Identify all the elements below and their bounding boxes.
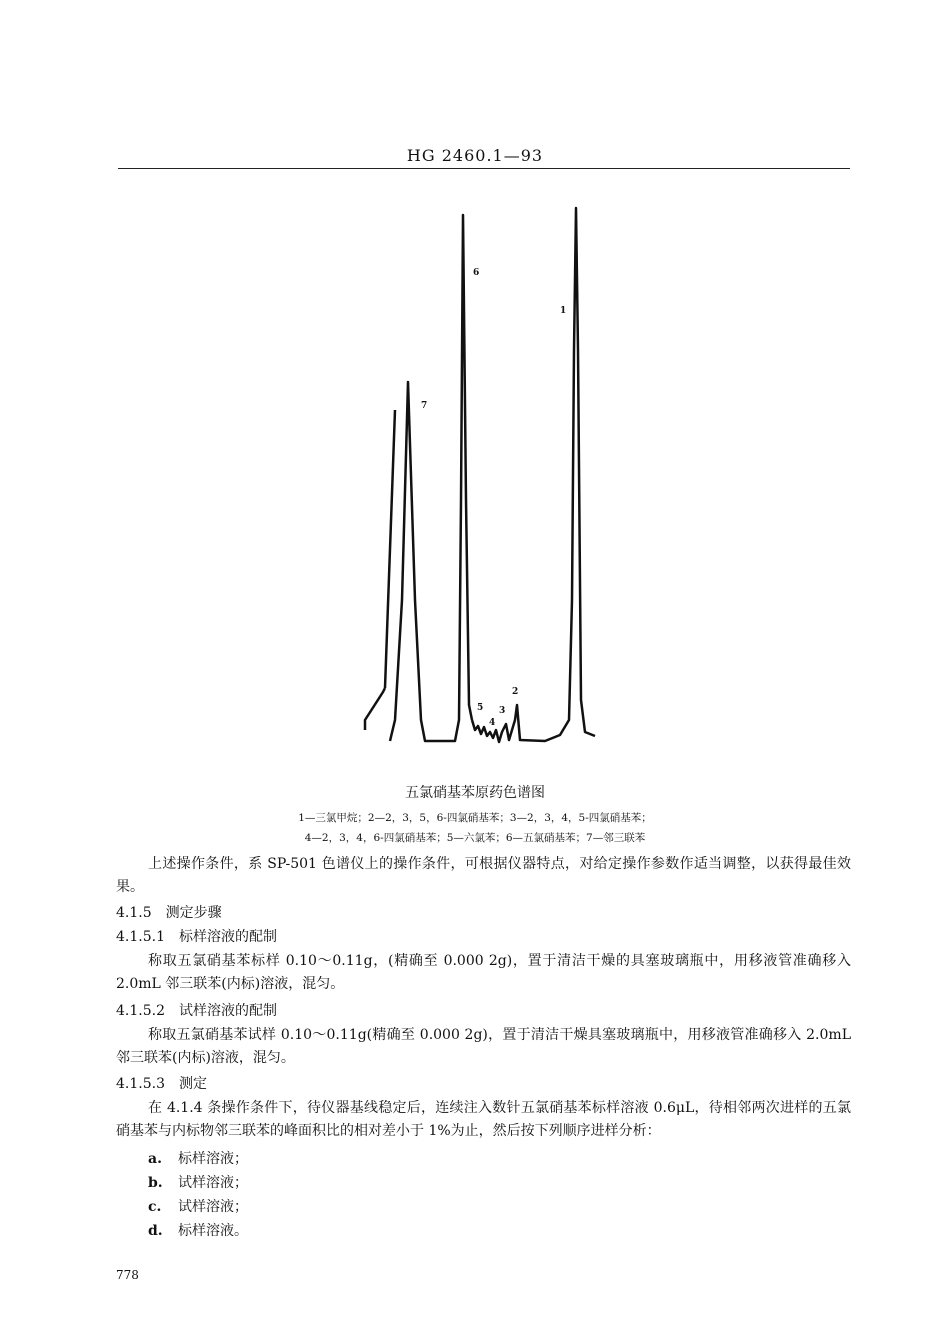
paragraph-4-1-5-1: 称取五氯硝基苯标样 0.10～0.11g，(精确至 0.000 2g)，置于清洁干燥的具塞玻璃瓶中，用移液管准确移入 2.0mL 邻三联苯(内标)溶液，混匀。: [116, 953, 851, 992]
note-paragraph: 上述操作条件，系 SP-501 色谱仪上的操作条件，可根据仪器特点，对给定操作参数作适当调整，以获得最佳效果。: [116, 856, 851, 895]
standard-code-header: HG 2460.1—93: [406, 146, 544, 165]
sequence-item: [148, 1148, 248, 1168]
sequence-item: [148, 1220, 248, 1240]
figure-legend-line-1: 1—三氯甲烷；2—2，3，5，6-四氯硝基苯；3—2，3，4，5-四氯硝基苯；: [298, 812, 652, 824]
peak-label-2: 2: [512, 687, 519, 697]
peak-label-7: 7: [421, 401, 428, 411]
minor-peaks-trace: [472, 208, 595, 742]
section-heading-4-1-5-1: 4.1.5.1 标样溶液的配制: [116, 929, 277, 945]
peak-7-trace: [390, 215, 472, 741]
sequence-text: 试样溶液；: [178, 1199, 248, 1215]
chromatogram-figure: [355, 200, 605, 750]
peak-label-6: 6: [473, 268, 480, 278]
section-heading-4-1-5-2: 4.1.5.2 试样溶液的配制: [116, 1003, 277, 1019]
sequence-item: [148, 1172, 248, 1192]
peak-label-1: 1: [560, 306, 567, 316]
sequence-mark: a.: [148, 1151, 162, 1167]
sequence-text: 标样溶液；: [178, 1151, 248, 1167]
sequence-text: 标样溶液。: [178, 1223, 248, 1239]
section-heading-4-1-5: 4.1.5 测定步骤: [116, 905, 222, 921]
sequence-item: [148, 1196, 248, 1216]
chromatogram-initial-tail: [365, 688, 385, 730]
page-number: 778: [116, 1268, 139, 1282]
chromatogram-initial-rise: [385, 410, 395, 688]
header-rule: [118, 168, 850, 169]
peak-label-5: 5: [477, 703, 484, 713]
paragraph-4-1-5-2: 称取五氯硝基苯试样 0.10～0.11g(精确至 0.000 2g)，置于清洁干燥具塞玻璃瓶中，用移液管准确移入 2.0mL 邻三联苯(内标)溶液，混匀。: [116, 1027, 851, 1066]
figure-legend-line-2: 4—2，3，4，6-四氯硝基苯；5—六氯苯；6—五氯硝基苯；7—邻三联苯: [304, 832, 646, 844]
peak-label-3: 3: [499, 706, 506, 716]
sequence-text: 试样溶液；: [178, 1175, 248, 1191]
paragraph-4-1-5-3: 在 4.1.4 条操作条件下，待仪器基线稳定后，连续注入数针五氯硝基苯标样溶液 0.6μL，待相邻两次进样的五氯硝基苯与内标物邻三联苯的峰面积比的相对差小于 1%为止，然后按下列顺序进样分析：: [116, 1100, 851, 1139]
sequence-mark: b.: [148, 1175, 163, 1191]
figure-caption: 五氯硝基苯原药色谱图: [405, 785, 545, 801]
sequence-mark: d.: [148, 1223, 163, 1239]
peak-label-4: 4: [489, 718, 496, 728]
section-heading-4-1-5-3: 4.1.5.3 测定: [116, 1076, 207, 1092]
sequence-mark: c.: [148, 1199, 162, 1215]
